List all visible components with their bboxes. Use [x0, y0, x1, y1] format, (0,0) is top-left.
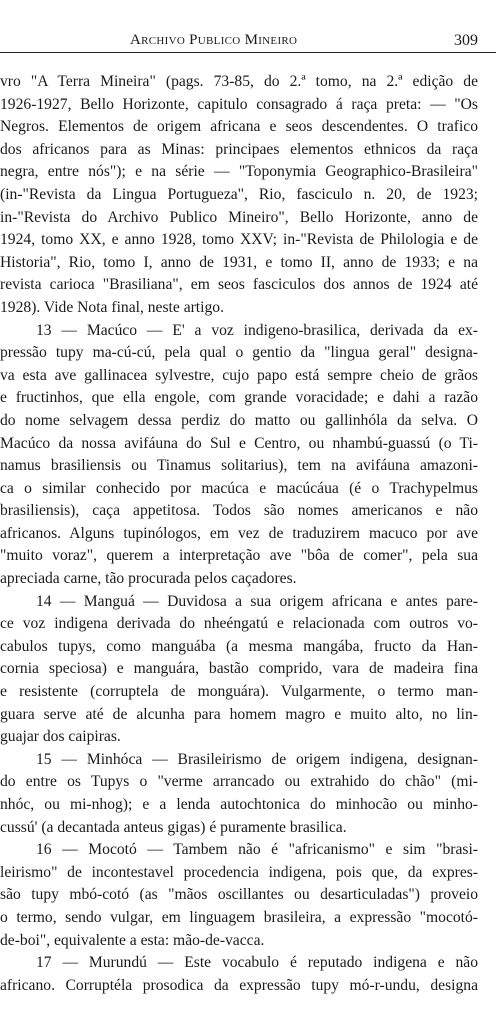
- text-line: Historia", Rio, tomo I, anno de 1931, e tomo II, anno de 1933; e na: [0, 253, 478, 271]
- text-line: guara serve até de alcunha para homem magro e muito alto, no lin-: [0, 705, 478, 723]
- text-line: africanos. Alguns tupinólogos, em vez de traduzirem macuco por ave: [0, 524, 478, 542]
- text-line: 1928). Vide Nota final, neste artigo.: [0, 298, 224, 316]
- text-line: (in-"Revista da Lingua Portugueza", Rio, fasciculo n. 20, de 1923;: [0, 185, 478, 203]
- text-line: namus brasiliensis ou Tinamus solitarius), tem na avifáuna amazoni-: [0, 457, 478, 475]
- paragraph-start-line: 16 — Mocotó — Tambem não é "africanismo" e sim "brasi-: [36, 841, 478, 859]
- text-line: 1926-1927, Bello Horizonte, capitulo consagrado á raça preta: — "Os: [0, 95, 478, 113]
- text-line: dos africanos para as Minas: principaes elementos ethnicos da raça: [0, 140, 478, 158]
- paragraph-start-line: 17 — Murundú — Este vocabulo é reputado indigena e não: [36, 954, 478, 972]
- text-line: cussú' (a decantada anteus gigas) é puramente brasilica.: [0, 818, 347, 836]
- paragraph-start-line: 14 — Manguá — Duvidosa a sua origem africana e antes pare-: [36, 592, 478, 610]
- text-line: apreciada carne, tão procurada pelos caçadores.: [0, 570, 297, 588]
- text-line: e fructinhos, que ella engole, com grande voracidade; e dahi a razão: [0, 389, 478, 407]
- text-line: leirismo" de incontestavel procedencia indigena, pois que, da expres-: [0, 863, 478, 881]
- text-line: ca o similar conhecido por macúca e macúcáua (é o Trachypelmus: [0, 479, 478, 497]
- text-line: do nome selvagem dessa perdiz do matto ou gallinhóla da selva. O: [0, 411, 478, 429]
- text-line: 1924, tomo XX, e anno 1928, tomo XXV; in-"Revista de Philologia e de: [0, 231, 478, 249]
- text-line: e resistente (corruptela de monguára). Vulgarmente, o termo man-: [0, 683, 478, 701]
- text-line: revista carioca "Brasiliana", em seos fasciculos dos annos de 1924 até: [0, 276, 478, 294]
- text-line: "muito voraz", querem a interpretação ave "bôa de comer", pela sua: [0, 547, 478, 565]
- paragraph-start-line: 15 — Minhóca — Brasileirismo de origem indigena, designan-: [36, 750, 478, 768]
- text-line: guajar dos caipiras.: [0, 728, 121, 746]
- journal-title: Archivo Publico Mineiro: [130, 32, 298, 48]
- text-line: cabulos tupys, como manguába (a mesma mangába, fructo da Han-: [0, 637, 478, 655]
- text-line: ce voz indigena derivada do nheéngatú e relacionada com outros vo-: [0, 615, 478, 633]
- text-line: Macúco da nossa avifáuna do Sul e Centro, ou nhambú-guassú (o Ti-: [0, 434, 478, 452]
- text-line: do entre os Tupys o "verme arrancado ou extrahido do chão" (mi-: [0, 773, 478, 791]
- text-line: negra, entre nós"); e na série — "Toponymia Geographico-Brasileira": [0, 163, 478, 181]
- text-line: pressão tupy ma-cú-cú, pela qual o gentio da "lingua geral" designa-: [0, 344, 478, 362]
- text-line: africano. Corruptéla prosodica da expressão tupy mó-r-undu, designa: [0, 976, 478, 994]
- page-number: 309: [454, 32, 478, 49]
- text-line: o termo, sendo vulgar, em linguagem brasileira, a expressão "mocotó-: [0, 908, 478, 926]
- text-line: va esta ave gallinacea sylvestre, cujo papo está sempre cheio de grãos: [0, 366, 478, 384]
- text-line: in-"Revista do Archivo Publico Mineiro", Bello Horizonte, anno de: [0, 208, 478, 226]
- text-line: brasiliensis), caça appetitosa. Todos são nomes americanos e não: [0, 502, 478, 520]
- body-text: [0, 71, 478, 997]
- running-header: [0, 30, 496, 53]
- text-line: vro "A Terra Mineira" (pags. 73-85, do 2.ª tomo, na 2.ª edição de: [0, 73, 478, 90]
- text-line: Negros. Elementos de origem africana e seos descendentes. O trafico: [0, 118, 478, 136]
- paragraph-start-line: 13 — Macúco — E' a voz indigeno-brasilica, derivada da ex-: [36, 321, 478, 339]
- text-line: nhóc, ou mi-nhog); e a lenda autochtonica do minhocão ou minho-: [0, 796, 478, 813]
- text-line: são tupy mbó-cotó (as "mãos oscillantes ou desarticuladas") proveio: [0, 886, 478, 904]
- text-line: cornia speciosa) e manguára, bastão comprido, vara de madeira fina: [0, 660, 478, 678]
- text-line: de-boi", equivalente a esta: mão-de-vacca.: [0, 931, 265, 949]
